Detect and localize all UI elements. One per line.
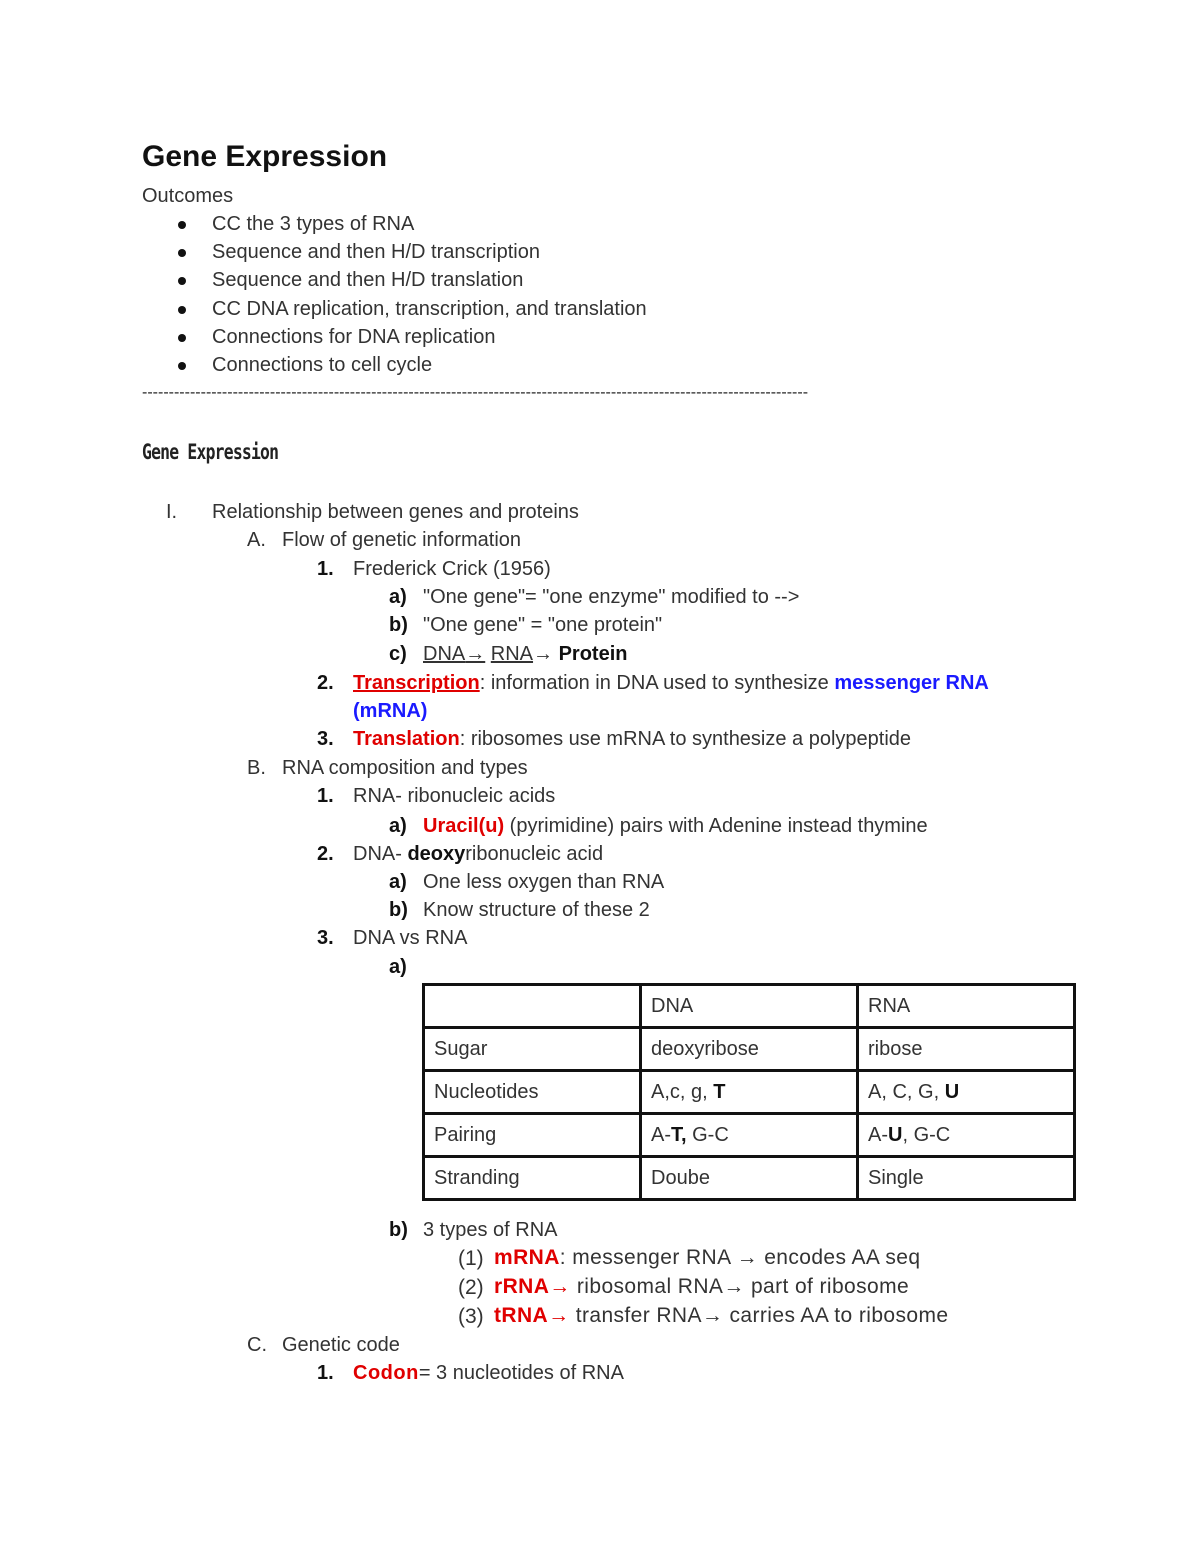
outline-item: [494, 1304, 948, 1328]
outline-item: [353, 843, 603, 866]
table-row: [424, 985, 1075, 1028]
term-deoxy: deoxy: [407, 843, 466, 865]
outline-item: 3 types of RNA: [423, 1219, 558, 1241]
page-title: Gene Expression: [142, 140, 388, 173]
table-cell: RNA: [858, 985, 1075, 1028]
bullet-icon: [178, 334, 186, 342]
outline-marker: (3): [458, 1305, 484, 1328]
bullet-icon: [178, 306, 186, 314]
outline-marker: 3.: [317, 927, 334, 949]
cell-bold: T,: [671, 1123, 687, 1146]
outline-marker: 1.: [317, 558, 334, 580]
table-cell: Pairing: [424, 1114, 641, 1157]
arrow-icon: →: [533, 643, 554, 665]
outline-item: DNA vs RNA: [353, 927, 468, 949]
outline-item: [494, 1275, 909, 1299]
dna-text: DNA: [423, 643, 466, 665]
outline-marker: B.: [247, 757, 266, 779]
outline-item: Relationship between genes and proteins: [212, 501, 579, 523]
outline-marker: 1.: [317, 785, 334, 807]
table-row: [424, 1114, 1075, 1157]
cell-text: A-: [868, 1123, 888, 1146]
item-text: DNA-: [353, 843, 408, 865]
list-item: Connections to cell cycle: [212, 354, 433, 376]
item-text: : ribosomes use mRNA to synthesize a polypeptide: [459, 728, 912, 750]
item-text: ribonucleic acid: [465, 843, 604, 865]
table-row: [424, 1028, 1075, 1071]
table-cell: Nucleotides: [424, 1071, 641, 1114]
outline-item: RNA composition and types: [282, 757, 528, 779]
outline-marker: a): [389, 815, 407, 837]
bullet-icon: [178, 277, 186, 285]
outcomes-label: Outcomes: [142, 185, 234, 207]
table-row: [424, 1157, 1075, 1200]
cell-text: A,c, g,: [651, 1080, 714, 1103]
dna-rna-table: [422, 983, 1076, 1201]
outline-marker: (1): [458, 1247, 484, 1270]
item-text: : messenger RNA → encodes AA seq: [559, 1246, 921, 1269]
cell-text: G-C: [686, 1123, 729, 1146]
outline-item: RNA- ribonucleic acids: [353, 785, 556, 807]
table-cell: [641, 1114, 858, 1157]
outline-marker: a): [389, 956, 407, 978]
outline-marker: b): [389, 899, 408, 921]
outline-item: [353, 1362, 624, 1385]
term-rrna-type: rRNA→: [494, 1275, 571, 1298]
protein-text: Protein: [558, 643, 628, 665]
table-cell: [424, 985, 641, 1028]
outline-item: [423, 643, 628, 666]
table-cell: Doube: [641, 1157, 858, 1200]
cell-text: A-: [651, 1123, 671, 1146]
table-cell: ribose: [858, 1028, 1075, 1071]
table-cell: Sugar: [424, 1028, 641, 1071]
cell-text: A, C, G,: [868, 1080, 945, 1103]
term-mrna: messenger RNA: [834, 672, 989, 694]
item-text: ribosomal RNA→ part of ribosome: [570, 1275, 910, 1298]
outline-marker: c): [389, 643, 407, 665]
table-cell: [858, 1114, 1075, 1157]
table-cell: [858, 1071, 1075, 1114]
section-heading: Gene Expression: [142, 440, 279, 464]
outline-marker: 2.: [317, 843, 334, 865]
bullet-icon: [178, 362, 186, 370]
bullet-icon: [178, 221, 186, 229]
table-cell: DNA: [641, 985, 858, 1028]
term-mrna-type: mRNA: [494, 1246, 560, 1269]
outline-item: [353, 672, 989, 695]
outline-marker: 2.: [317, 672, 334, 694]
outline-marker: a): [389, 586, 407, 608]
outline-item: "One gene" = "one protein": [423, 614, 663, 636]
cell-bold: U: [944, 1080, 960, 1103]
item-text: transfer RNA→ carries AA to ribosome: [569, 1304, 949, 1327]
list-item: CC DNA replication, transcription, and translation: [212, 298, 647, 320]
outline-item: [353, 728, 911, 751]
list-item: Sequence and then H/D transcription: [212, 241, 540, 263]
term-translation: Translation: [353, 728, 460, 750]
cell-bold: T: [713, 1080, 726, 1103]
rna-text: RNA: [490, 643, 534, 665]
outline-marker: a): [389, 871, 407, 893]
outline-item: [423, 815, 928, 838]
table-row: [424, 1071, 1075, 1114]
term-transcription: Transcription: [353, 672, 480, 694]
arrow-icon: →: [465, 643, 486, 665]
outline-item: "One gene"= "one enzyme" modified to -->: [423, 586, 800, 608]
list-item: Sequence and then H/D translation: [212, 269, 524, 291]
outline-item: Frederick Crick (1956): [353, 558, 551, 580]
outline-item: One less oxygen than RNA: [423, 871, 665, 893]
divider-line: -----------------------------------------------------------------------------------------------------------------------------: [142, 384, 809, 401]
outline-marker: 3.: [317, 728, 334, 750]
term-codon: Codon: [353, 1362, 419, 1384]
outline-item: Flow of genetic information: [282, 529, 522, 551]
outline-marker: (2): [458, 1276, 484, 1299]
cell-bold: U: [888, 1123, 903, 1146]
outline-marker: C.: [247, 1334, 267, 1356]
table-cell: Stranding: [424, 1157, 641, 1200]
outline-item: Know structure of these 2: [423, 899, 650, 921]
outline-marker: b): [389, 1219, 408, 1241]
table-cell: [641, 1071, 858, 1114]
item-text: (pyrimidine) pairs with Adenine instead thymine: [504, 815, 928, 837]
table-cell: Single: [858, 1157, 1075, 1200]
table-cell: deoxyribose: [641, 1028, 858, 1071]
list-item: CC the 3 types of RNA: [212, 213, 415, 235]
outline-marker: A.: [247, 529, 266, 551]
outline-marker: b): [389, 614, 408, 636]
term-trna-type: tRNA→: [494, 1304, 570, 1327]
item-text: = 3 nucleotides of RNA: [418, 1362, 624, 1384]
term-uracil: Uracil(u): [423, 815, 505, 837]
term-mrna-abbrev: (mRNA): [353, 700, 428, 722]
outline-marker: I.: [166, 501, 178, 523]
outline-item: [494, 1246, 920, 1270]
list-item: Connections for DNA replication: [212, 326, 496, 348]
outline-marker: 1.: [317, 1362, 334, 1384]
bullet-icon: [178, 249, 186, 257]
outline-item: Genetic code: [282, 1334, 400, 1356]
item-text: : information in DNA used to synthesize: [479, 672, 835, 694]
cell-text: , G-C: [902, 1123, 951, 1146]
